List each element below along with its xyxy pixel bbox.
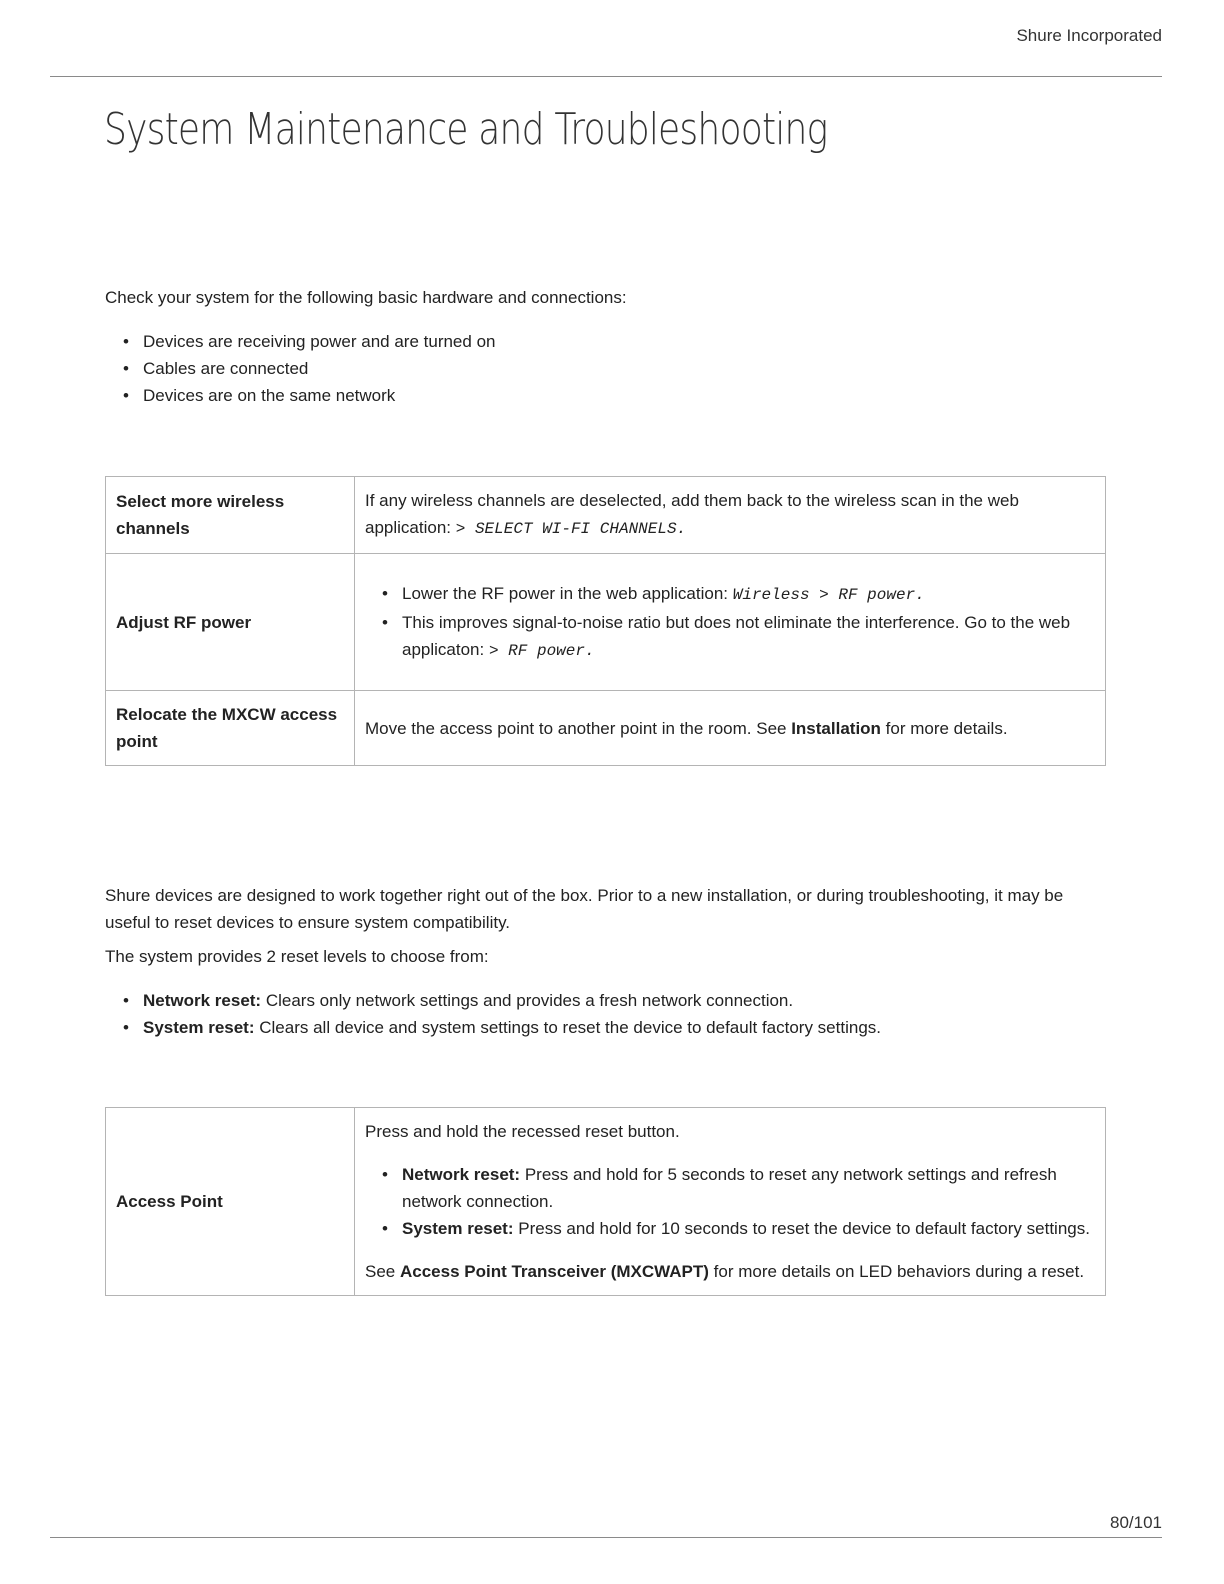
menu-path: > RF power. [488, 641, 595, 660]
see-also-note: See Access Point Transceiver (MXCWAPT) for more details on LED behaviors during a reset. [365, 1262, 1085, 1281]
row-content [355, 477, 1106, 554]
list-item: • Network reset: Clears only network settings and provides a fresh network connection. [106, 987, 1106, 1014]
header-rule [50, 76, 1162, 77]
row-content [355, 1108, 1106, 1296]
table-row [106, 477, 1106, 554]
reset-steps-list [365, 1161, 1095, 1242]
table-row [106, 1108, 1106, 1296]
list-item: • This improves signal-to-noise ratio but does not eliminate the interference. Go to the web applicaton: > RF power. [365, 609, 1095, 665]
reset-instruction: Press and hold the recessed reset button. [365, 1122, 680, 1141]
list-item: • Network reset: Press and hold for 5 seconds to reset any network settings and refresh network connection. [365, 1161, 1095, 1215]
row-text: If any wireless channels are deselected, add them back to the wireless scan in the web application: [365, 491, 1019, 537]
installation-link[interactable]: Installation [791, 718, 881, 738]
list-item: • Cables are connected [106, 355, 1106, 382]
row-bullet-list [365, 580, 1095, 665]
list-item: • System reset: Press and hold for 10 seconds to reset the device to default factory settings. [365, 1215, 1095, 1242]
row-label: Relocate the MXCW access point [106, 691, 355, 766]
row-label: Access Point [106, 1108, 355, 1296]
hardware-check-list [106, 328, 1106, 409]
menu-path: Wireless > RF power. [732, 585, 925, 604]
list-item: • System reset: Clears all device and system settings to reset the device to default factory settings. [106, 1014, 1106, 1041]
footer-rule [50, 1537, 1162, 1538]
table-row [106, 554, 1106, 691]
reset-levels-list [106, 987, 1106, 1041]
page-number: 80/101 [1110, 1513, 1162, 1532]
row-label: Select more wireless channels [106, 477, 355, 554]
row-label: Adjust RF power [106, 554, 355, 691]
reset-intro-paragraph: Shure devices are designed to work together right out of the box. Prior to a new installation, or during troubleshooting, it may be useful to reset devices to ensure system compatibility. [105, 886, 1064, 932]
list-item: • Devices are on the same network [106, 382, 1106, 409]
row-content: Move the access point to another point in the room. See Installation for more details. [355, 691, 1106, 766]
table-row [106, 691, 1106, 766]
hardware-check-intro: Check your system for the following basic hardware and connections: [105, 288, 627, 307]
access-point-transceiver-link[interactable]: Access Point Transceiver (MXCWAPT) [399, 1262, 709, 1281]
list-item: • Lower the RF power in the web application: Wireless > RF power. [365, 580, 1095, 609]
reset-table [105, 1107, 1106, 1296]
reset-levels-intro: The system provides 2 reset levels to choose from: [105, 947, 489, 966]
header-company-name: Shure Incorporated [1016, 26, 1162, 45]
list-item: • Devices are receiving power and are turned on [106, 328, 1106, 355]
interference-table [105, 476, 1106, 766]
menu-path: > SELECT WI-FI CHANNELS. [455, 520, 687, 538]
page-title: System Maintenance and Troubleshooting [104, 104, 828, 155]
row-content [355, 554, 1106, 691]
